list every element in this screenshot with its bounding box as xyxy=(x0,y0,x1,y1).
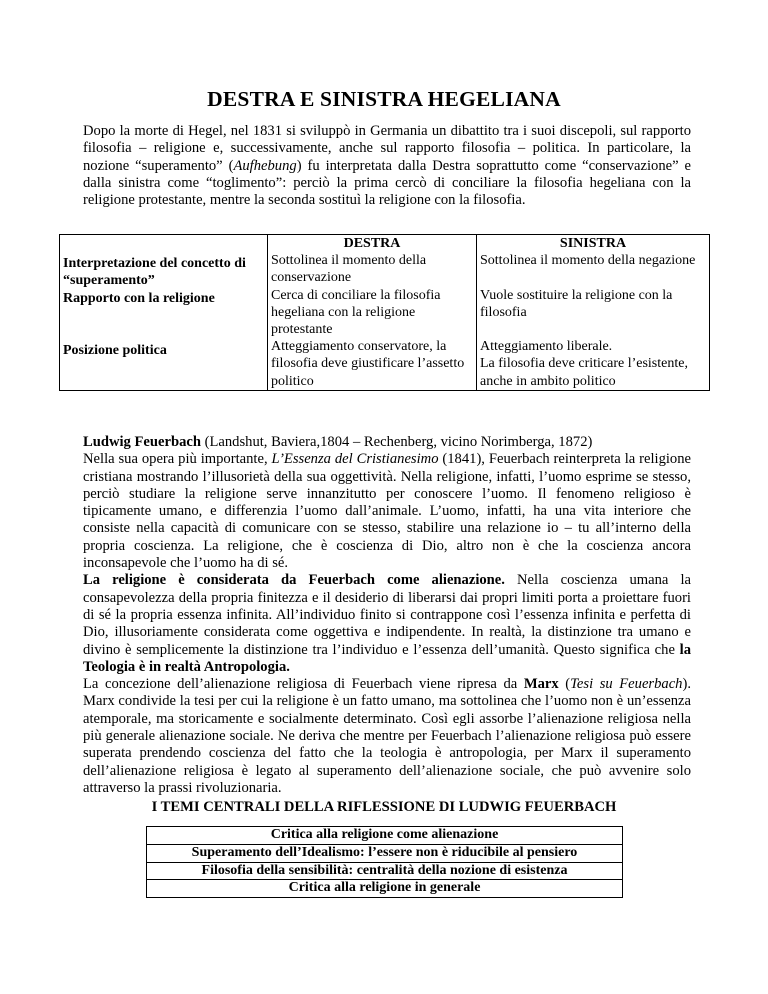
feuerbach-text-3b: ( xyxy=(558,676,571,693)
theme-row xyxy=(147,862,623,880)
sinistra-cell-1 xyxy=(477,235,710,287)
intro-paragraph xyxy=(83,123,691,209)
row-label-politica: Posizione politica xyxy=(63,343,167,358)
feuerbach-name: Ludwig Feuerbach xyxy=(83,434,201,450)
destra-politica: Atteggiamento conservatore, la filosofia deve giustificare l’assetto politico xyxy=(268,338,477,390)
feuerbach-work-title: L’Essenza del Cristianesimo xyxy=(271,451,439,468)
page-title: DESTRA E SINISTRA HEGELIANA xyxy=(207,87,561,111)
theme-item: Filosofia della sensibilità: centralità della nozione di esistenza xyxy=(147,862,623,880)
sinistra-religione: Vuole sostituire la religione con la filosofia xyxy=(477,287,710,339)
feuerbach-text-2: Nella coscienza umana la consapevolezza della propria finitezza e il desiderio di liberarsi dai propri limiti porta a proiettare fuori di sé la propria essenza infinita. All’individuo finito si contrappone così l’essenza infinita e perfetta di Dio, illusoriamente considerata come oggettiva e indipendente. In realtà, la distinzione tra umano e divino è semplicemente la distinzione tra l’individuo e l’essenza dell’umanità. Questo significa che xyxy=(83,572,691,658)
row-label-religione: Rapporto con la religione xyxy=(63,291,215,306)
comparison-table xyxy=(59,234,710,391)
feuerbach-text-3a: La concezione dell’alienazione religiosa di Feuerbach viene ripresa da xyxy=(83,676,524,693)
feuerbach-text-1b: (1841), Feuerbach reinterpreta la religione cristiana mostrando l’illusorietà della sua oggettività. Nella religione, infatti, l’uomo esprime se stesso, perciò studiare la religione serve innanzitutto per conoscere l’uomo. Il fenomeno religioso è tipicamente umano, e differenzia l’uomo dall’animale. L’uomo, infatti, ha una vita interiore che consiste nella capacità di comunicare con se stesso, stabilire una relazione io – tu all’interno della propria coscienza. La religione, che è coscienza di Dio, altro non è che la coscienza ancora inconsapevole che l’uomo ha di sé. xyxy=(83,451,691,572)
destra-religione: Cerca di conciliare la filosofia hegeliana con la religione protestante xyxy=(268,287,477,339)
sinistra-politica-cell xyxy=(477,338,710,390)
theme-item: Superamento dell’Idealismo: l’essere non è riducibile al pensiero xyxy=(147,844,623,862)
row-labels-cell xyxy=(60,235,268,391)
header-destra: DESTRA xyxy=(343,236,401,251)
intro-text-2: ) fu interpretata dalla Destra soprattutto come “conservazione” e dalla sinistra come “toglimento”: perciò la prima cercò di conciliare la filosofia hegeliana con la religione protestante, mentre la seconda sostituì la religione con la filosofia. xyxy=(83,157,691,209)
theme-item: Critica alla religione come alienazione xyxy=(147,827,623,845)
marx-name: Marx xyxy=(523,676,559,693)
feuerbach-bio: (Landshut, Baviera,1804 – Rechenberg, vicino Norimberga, 1872) xyxy=(200,434,593,450)
sinistra-politica-1: Atteggiamento liberale. xyxy=(480,339,613,355)
comparison-row xyxy=(60,235,710,287)
feuerbach-text-1a: Nella sua opera più importante, xyxy=(83,451,272,468)
feuerbach-section xyxy=(83,434,691,797)
intro-aufhebung: Aufhebung xyxy=(233,157,297,174)
theme-row xyxy=(147,844,623,862)
row-label-superamento: Interpretazione del concetto di “superamento” xyxy=(63,256,246,289)
tesi-title: Tesi su Feuerbach xyxy=(570,676,683,693)
destra-superamento: Sottolinea il momento della conservazione xyxy=(271,253,427,286)
feuerbach-thesis-alienation: La religione è considerata da Feuerbach come alienazione. xyxy=(83,572,505,589)
theme-item: Critica alla religione in generale xyxy=(147,880,623,898)
destra-cell-1 xyxy=(268,235,477,287)
sinistra-superamento: Sottolinea il momento della negazione xyxy=(480,253,696,269)
theme-row xyxy=(147,827,623,845)
theme-row xyxy=(147,880,623,898)
feuerbach-thesis-anthropology: la Teologia è in realtà Antropologia. xyxy=(83,641,691,675)
themes-title: I TEMI CENTRALI DELLA RIFLESSIONE DI LUDWIG FEUERBACH xyxy=(151,799,617,815)
feuerbach-text-3c: ). Marx condivide la tesi per cui la religione è un fatto umano, ma sottolinea che l’uomo non è un’essenza atemporale, ma storicamente e socialmente determinato. Così egli assorbe l’alienazione religiosa nella più generale alienazione sociale. Ne deriva che mentre per Feuerbach l’alienazione religiosa può essere superata prendendo coscienza del fatto che la teologia è antropologia, per Marx il superamento dell’alienazione religiosa è legato al superamento dell’alienazione sociale, che può avvenire solo attraverso la prassi rivoluzionaria. xyxy=(83,676,691,796)
themes-table xyxy=(146,826,623,898)
sinistra-politica-2: La filosofia deve criticare l’esistente, anche in ambito politico xyxy=(480,356,688,389)
intro-text-1: Dopo la morte di Hegel, nel 1831 si sviluppò in Germania un dibattito tra i suoi discepoli, sul rapporto filosofia – religione e, successivamente, anche sul rapporto filosofia – politica. In particolare, la nozione “superamento” ( xyxy=(83,123,691,174)
header-sinistra: SINISTRA xyxy=(559,236,627,251)
